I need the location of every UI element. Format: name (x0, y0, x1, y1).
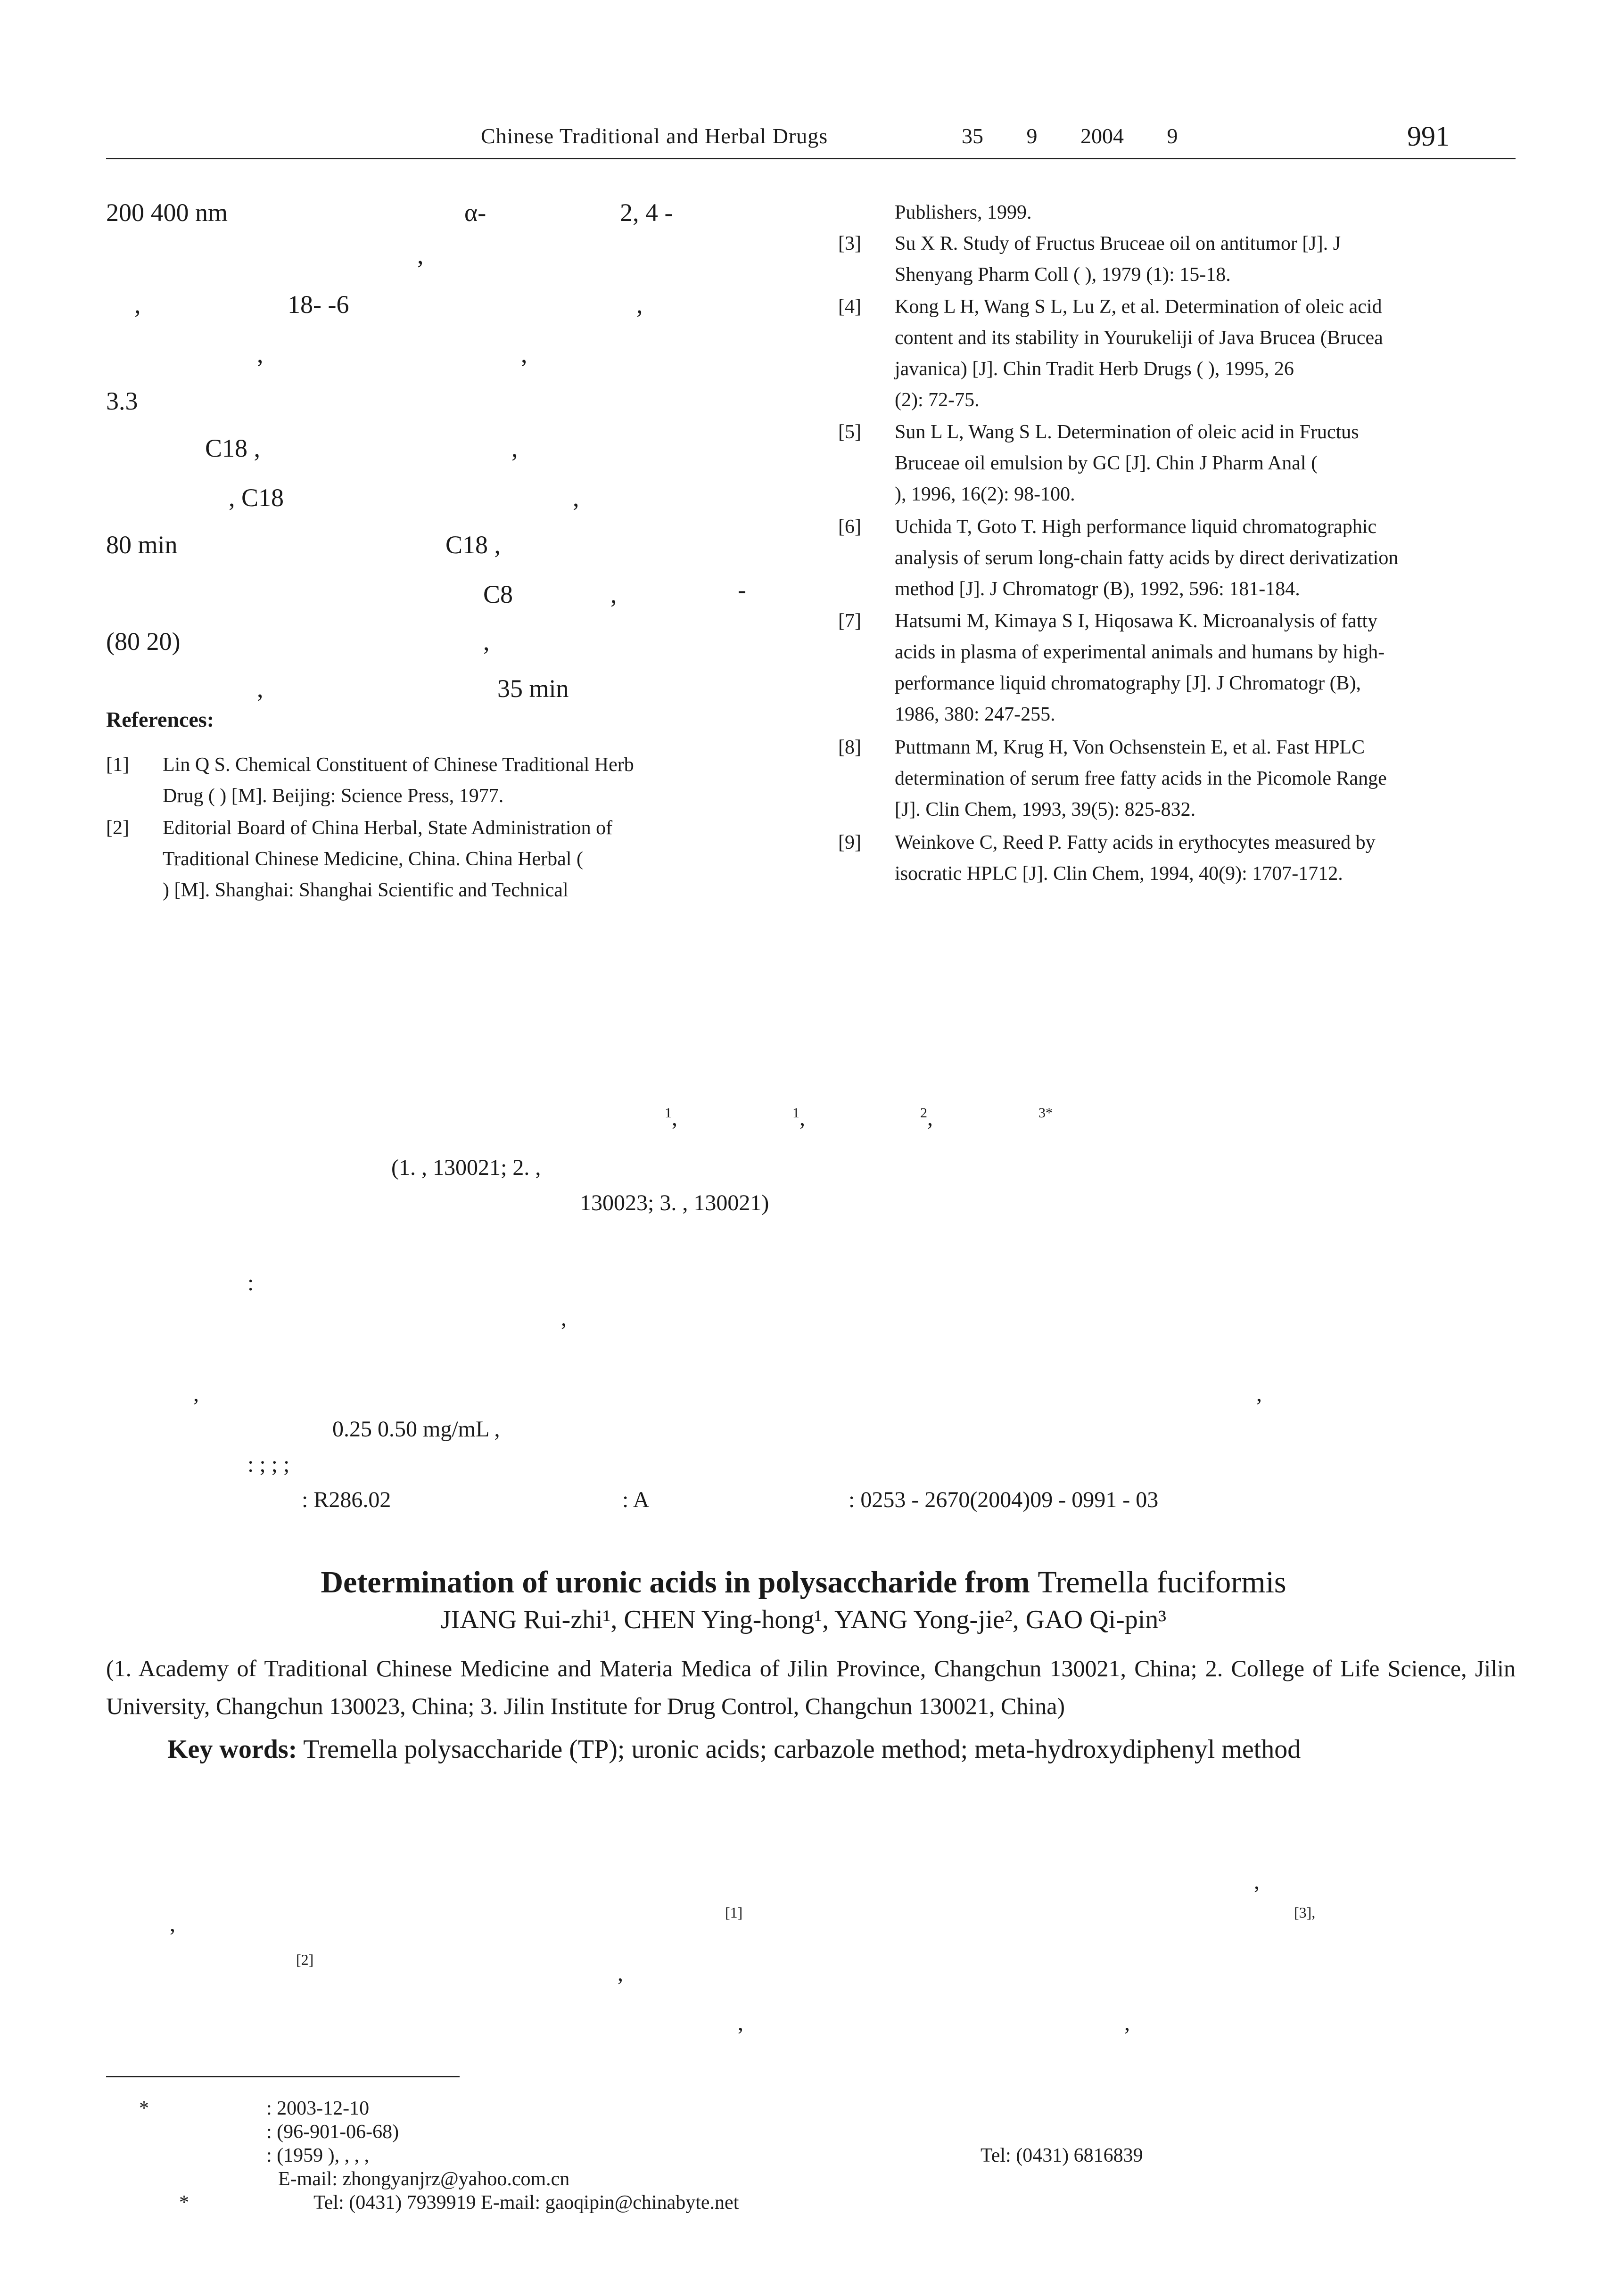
footnote-author-email: E-mail: zhongyanjrz@yahoo.com.cn (278, 2168, 570, 2190)
reference-line: Lin Q S. Chemical Constituent of Chinese Traditional Herb (163, 754, 634, 776)
reference-line: Publishers, 1999. (895, 202, 1032, 223)
text-line: C8 (483, 580, 513, 608)
reference-line: Sun L L, Wang S L. Determination of oleic acid in Fructus (895, 421, 1359, 443)
text-line: , (417, 241, 424, 269)
citation-mark: [2] (296, 1951, 314, 1968)
volume: 35 (962, 124, 983, 148)
document-code: : A (622, 1487, 650, 1512)
header-rule (106, 158, 1516, 159)
abstract-fragment: : (247, 1271, 254, 1296)
text-line: , (521, 340, 527, 368)
text-line: (80 20) (106, 627, 181, 656)
reference-line: Bruceae oil emulsion by GC [J]. Chin J Pharm Anal ( (895, 452, 1318, 474)
text-line: C18 , (205, 434, 261, 462)
reference-line: isocratic HPLC [J]. Clin Chem, 1994, 40(9): 1707-1712. (895, 863, 1343, 885)
text-line: , (257, 340, 264, 368)
reference-line: Su X R. Study of Fructus Bruceae oil on antitumor [J]. J (895, 233, 1341, 254)
article-title-en (0, 1565, 1607, 1600)
text-line: - (738, 575, 746, 604)
footnote-author-tel: Tel: (0431) 6816839 (981, 2145, 1143, 2166)
text-line: C18 , (445, 531, 501, 559)
reference-number: [3] (838, 233, 861, 254)
affiliation-cn-line: (1. , 130021; 2. , (391, 1155, 541, 1180)
footnote-rule (106, 2076, 460, 2077)
article-title-species: Tremella fuciformis (1038, 1565, 1286, 1599)
footnote-asterisk: * (139, 2098, 149, 2119)
text-line: 80 min (106, 531, 178, 559)
reference-number: [7] (838, 610, 861, 632)
keywords-text: Tremella polysaccharide (TP); uronic acids; carbazole method; meta-hydroxydiphenyl method (303, 1735, 1301, 1764)
reference-line: Traditional Chinese Medicine, China. China Herbal ( (163, 848, 583, 870)
reference-number: [1] (106, 754, 129, 776)
reference-number: [6] (838, 516, 861, 538)
abstract-fragment: 0.25 0.50 mg/mL , (332, 1417, 500, 1442)
footnote-corresponding: Tel: (0431) 7939919 E-mail: gaoqipin@chinabyte.net (313, 2192, 739, 2214)
author-marks-cn: $^1$, $^1$, $^2$, $^{3*}$ (665, 1105, 1053, 1131)
text-line: , (610, 580, 617, 608)
reference-number: [8] (838, 737, 861, 758)
reference-number: [9] (838, 832, 861, 853)
journal-issue-info (962, 123, 1178, 148)
article-title-main: Determination of uronic acids in polysaccharide from (321, 1565, 1030, 1599)
reference-line: determination of serum free fatty acids in the Picomole Range (895, 768, 1387, 789)
author-affil-mark: 2 (920, 1105, 927, 1121)
page-number: 991 (1407, 121, 1450, 152)
reference-line: content and its stability in Yourukeliji of Java Brucea (Brucea (895, 327, 1383, 349)
reference-line: javanica) [J]. Chin Tradit Herb Drugs ( ), 1995, 26 (895, 358, 1294, 380)
abstract-fragment: , (193, 1381, 199, 1406)
footnote-asterisk: * (179, 2192, 189, 2214)
year: 2004 (1080, 124, 1124, 148)
text-line: 35 min (497, 674, 569, 703)
footnote-received: : 2003-12-10 (266, 2098, 370, 2119)
citation-mark: [3], (1294, 1904, 1316, 1921)
reference-number: [4] (838, 296, 861, 318)
reference-line: method [J]. J Chromatogr (B), 1992, 596: 181-184. (895, 578, 1300, 600)
text-line: , (134, 290, 141, 319)
text-line: , (257, 674, 264, 703)
reference-line: ) [M]. Shanghai: Shanghai Scientific and Technical (163, 879, 569, 901)
clc-number: : R286.02 (302, 1487, 391, 1512)
abstract-fragment: : ; ; ; (247, 1452, 290, 1477)
text-line: , (636, 290, 643, 319)
issue: 9 (1026, 124, 1038, 148)
body-fragment: , (618, 1961, 623, 1986)
reference-line: 1986, 380: 247-255. (895, 704, 1055, 725)
footnote-author-bio: : (1959 ), , , , (266, 2145, 370, 2166)
reference-line: Drug ( ) [M]. Beijing: Science Press, 1977. (163, 785, 504, 807)
reference-line: Kong L H, Wang S L, Lu Z, et al. Determination of oleic acid (895, 296, 1382, 318)
affiliation-en: (1. Academy of Traditional Chinese Medicine and Materia Medica of Jilin Province, Changchun 130021, China; 2. College of Life Science, Jilin University, Changchun 130023, China; 3. Jilin Institute for Drug Control, Changchun 130021, China) (106, 1655, 1516, 1719)
footnote-fund: : (96-901-06-68) (266, 2121, 399, 2143)
keywords-en (106, 1725, 1516, 1774)
section-number: 3.3 (106, 387, 138, 415)
month: 9 (1167, 124, 1178, 148)
text-line: 2, 4 - (620, 198, 673, 227)
text-line: , (573, 484, 579, 512)
authors-en: JIANG Rui-zhi¹, CHEN Ying-hong¹, YANG Yong-jie², GAO Qi-pin³ (440, 1605, 1167, 1634)
reference-line: (2): 72-75. (895, 389, 980, 411)
reference-line: Weinkove C, Reed P. Fatty acids in erythocytes measured by (895, 832, 1376, 853)
abstract-fragment: , (561, 1306, 567, 1331)
author-affil-mark: 1 (665, 1105, 672, 1121)
text-line: α- (464, 198, 486, 227)
reference-line: Puttmann M, Krug H, Von Ochsenstein E, et al. Fast HPLC (895, 737, 1365, 758)
text-line: , (483, 627, 490, 656)
author-affil-mark: 3* (1038, 1105, 1053, 1121)
affiliation-cn-line: 130023; 3. , 130021) (580, 1190, 769, 1215)
text-line: 18- -6 (288, 290, 349, 319)
article-number: : 0253 - 2670(2004)09 - 0991 - 03 (849, 1487, 1159, 1512)
body-fragment: , (1254, 1869, 1260, 1894)
reference-line: analysis of serum long-chain fatty acids by direct derivatization (895, 547, 1399, 569)
reference-line: performance liquid chromatography [J]. J Chromatogr (B), (895, 672, 1361, 694)
reference-line: [J]. Clin Chem, 1993, 39(5): 825-832. (895, 799, 1196, 820)
keywords-label: Key words: (167, 1735, 297, 1764)
body-fragment: , (1124, 2010, 1130, 2035)
references-heading: References: (106, 707, 214, 731)
reference-number: [5] (838, 421, 861, 443)
journal-title: Chinese Traditional and Herbal Drugs (481, 124, 828, 148)
reference-line: acids in plasma of experimental animals and humans by high- (895, 641, 1385, 663)
reference-line: Editorial Board of China Herbal, State Administration of (163, 817, 613, 839)
author-affil-mark: 1 (792, 1105, 799, 1121)
reference-line: ), 1996, 16(2): 98-100. (895, 484, 1075, 505)
reference-line: Hatsumi M, Kimaya S I, Hiqosawa K. Microanalysis of fatty (895, 610, 1378, 632)
text-line: , (511, 434, 518, 462)
reference-line: Shenyang Pharm Coll ( ), 1979 (1): 15-18. (895, 264, 1231, 286)
body-fragment: , (170, 1911, 175, 1936)
reference-number: [2] (106, 817, 129, 839)
abstract-fragment: , (1256, 1381, 1262, 1406)
reference-line: Uchida T, Goto T. High performance liquid chromatographic (895, 516, 1377, 538)
citation-mark: [1] (725, 1904, 743, 1921)
text-line: , C18 (229, 484, 284, 512)
body-fragment: , (738, 2010, 743, 2035)
text-line: 200 400 nm (106, 198, 228, 227)
